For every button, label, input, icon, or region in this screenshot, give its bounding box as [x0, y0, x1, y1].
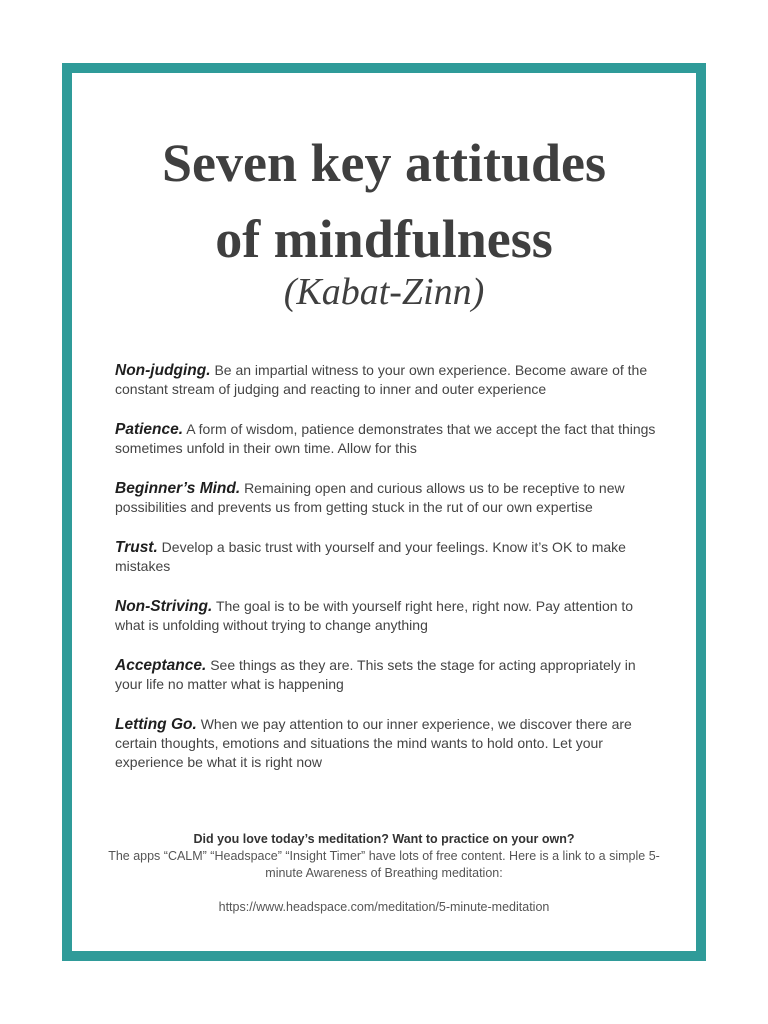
document-subtitle: (Kabat-Zinn): [283, 271, 485, 313]
attitude-acceptance: [115, 656, 656, 715]
attitude-description: Develop a basic trust with yourself and your feelings. Know it’s OK to make mistakes: [115, 539, 626, 574]
attitudes-list: [115, 361, 656, 774]
attitude-trust: [115, 538, 656, 597]
attitude-description: A form of wisdom, patience demonstrates that we accept the fact that things sometimes unfold in their own time. Allow for this: [115, 421, 656, 456]
attitude-non-striving: [115, 597, 656, 656]
attitude-description: Be an impartial witness to your own experience. Become aware of the constant stream of judging and reacting to inner and outer experience: [115, 362, 648, 397]
attitude-term: Trust.: [115, 539, 158, 556]
attitude-term: Non-Striving.: [115, 598, 213, 615]
attitude-description: See things as they are. This sets the stage for acting appropriately in your life no matter what is happening: [115, 657, 636, 692]
attitude-term: Patience.: [115, 421, 184, 438]
attitude-term: Beginner’s Mind.: [115, 480, 241, 497]
attitude-beginners-mind: [115, 479, 656, 538]
meditation-link[interactable]: https://www.headspace.com/meditation/5-minute-meditation: [218, 900, 550, 914]
attitude-description: The goal is to be with yourself right here, right now. Pay attention to what is unfolding without trying to change anything: [115, 598, 634, 633]
title-line-1: Seven key attitudes: [162, 133, 606, 193]
attitude-term: Letting Go.: [115, 716, 197, 733]
attitude-letting-go: [115, 715, 656, 774]
footer-apps-text: The apps “CALM” “Headspace” “Insight Timer” have lots of free content. Here is a link to a simple 5-minute Awareness of Breathing meditation:: [108, 849, 660, 880]
attitude-term: Non-judging.: [115, 362, 211, 379]
attitude-description: When we pay attention to our inner experience, we discover there are certain thoughts, emotions and situations the mind wants to hold onto. Let your experience be what it is right now: [115, 716, 632, 770]
attitude-patience: [115, 420, 656, 479]
footer-question: Did you love today’s meditation? Want to practice on your own?: [193, 832, 575, 846]
attitude-term: Acceptance.: [115, 657, 207, 674]
title-line-2: of mindfulness: [215, 209, 553, 269]
document-title: [72, 125, 696, 277]
document-frame: [62, 63, 706, 961]
attitude-non-judging: [115, 361, 656, 420]
attitude-description: Remaining open and curious allows us to be receptive to new possibilities and prevents us from getting stuck in the rut of our own expertise: [115, 480, 625, 515]
footer-section: [102, 831, 666, 916]
